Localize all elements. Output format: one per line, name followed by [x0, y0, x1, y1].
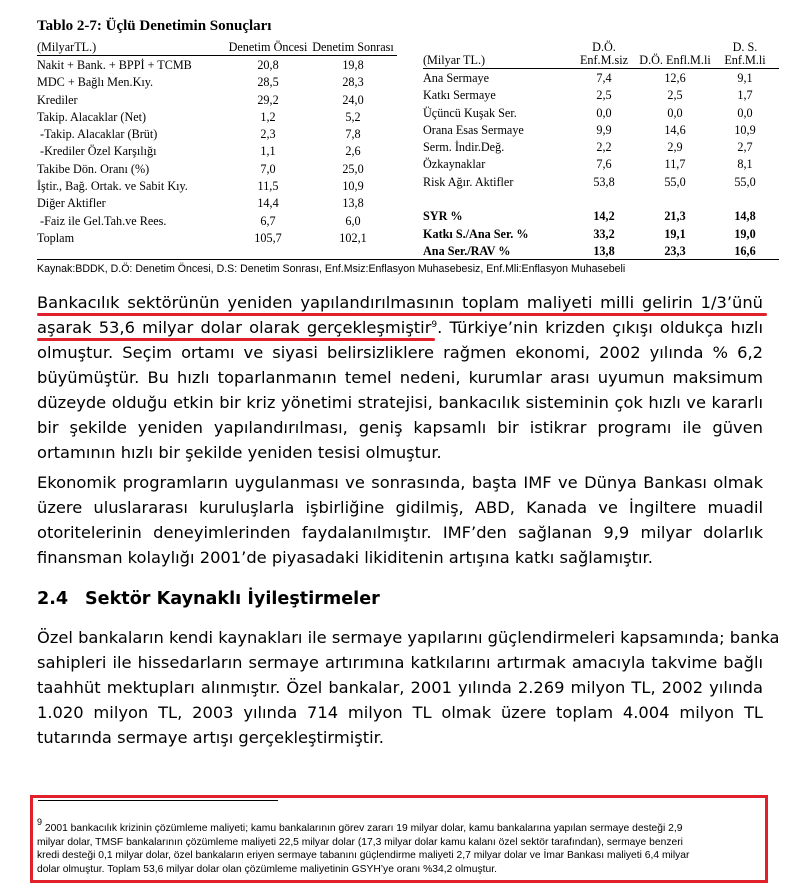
value-before-no-inflation: 53,8: [593, 174, 615, 189]
row-label: -Takip. Alacaklar (Brüt): [37, 127, 158, 142]
value-after: 13,8: [342, 196, 364, 211]
red-underline-1: [37, 313, 767, 316]
value-before: 6,7: [260, 213, 276, 228]
value-before-no-inflation: 13,8: [593, 243, 615, 258]
value-before-inflation: 2,9: [667, 140, 683, 155]
value-before: 1,1: [260, 144, 276, 159]
value-before-inflation: 21,3: [664, 209, 686, 224]
table-row: [423, 87, 779, 104]
row-label: Üçüncü Kuşak Ser.: [423, 105, 517, 120]
table-row: [423, 208, 779, 225]
value-after-inflation: 10,9: [734, 122, 756, 137]
column-header-unit: (MilyarTL.): [37, 41, 227, 56]
row-label: Takip. Alacaklar (Net): [37, 109, 147, 124]
table-source-caption: Kaynak:BDDK, D.Ö: Denetim Öncesi, D.S: Denetim Sonrası, Enf.Msiz:Enflasyon Muhasebesiz, Enf.Mli:Enflasyon Muhasebeli: [37, 263, 626, 275]
value-before-inflation: 55,0: [664, 174, 686, 189]
row-label: Orana Esas Sermaye: [423, 122, 524, 137]
paragraph-line: Ekonomik programların uygulanması ve sonrasında, başta IMF ve Dünya Bankası olmak: [37, 473, 763, 492]
table-header-row: [37, 41, 397, 56]
footnote-line: milyar dolar, TMSF bankalarının çözümleme maliyeti 22,5 milyar dolar (17,3 milyar dolar kamu kalanı özel sektör tarafından), sermaye benzeri: [37, 836, 683, 848]
paragraph-line: olmuştur. Seçim ortamı ve siyasi belirsizliklere rağmen ekonomi, 2002 yılında % 6,2: [37, 343, 763, 362]
value-after-inflation: 14,8: [734, 209, 756, 224]
value-before-inflation: [639, 191, 711, 208]
footnote-separator: [38, 800, 278, 801]
table-row: [423, 243, 779, 260]
footnote-text: 2001 bankacılık krizinin çözümleme maliyeti; kamu bankalarının görev zararı 19 milyar dolar, kamu bankalarına yapılan sermaye desteği 2,9: [44, 823, 683, 834]
footnote-line: [37, 817, 765, 836]
row-label: SYR %: [423, 209, 463, 224]
table-row: [423, 122, 779, 139]
row-label: -Faiz ile Gel.Tah.ve Rees.: [37, 213, 167, 228]
table-row: [423, 191, 779, 208]
table-bottom-rule: [37, 259, 779, 260]
value-before-inflation: 2,5: [667, 88, 683, 103]
footnote-line: dolar olmuştur. Toplam 53,6 milyar dolar olan çözümleme maliyetinin GSYH’ye oranı %34,2 olmuştur.: [37, 863, 497, 875]
value-before: 28,5: [257, 75, 279, 90]
audit-results-assets-table: [37, 41, 397, 247]
paragraph-line: sahipleri ile hissedarların sermaye artırımına katkılarını artırmak amacıyla takvime bağlı: [37, 653, 763, 672]
table-row: [37, 195, 397, 212]
row-label: Risk Ağır. Aktifler: [423, 174, 514, 189]
row-label: Serm. İndir.Değ.: [423, 140, 505, 155]
section-number: 2.4: [37, 589, 69, 609]
table-header-row: [423, 41, 779, 69]
value-after: 25,0: [342, 161, 364, 176]
table-row: [423, 69, 779, 88]
paragraph-line: büyümüştür. Bu hızlı toparlanmanın temel nedeni, kurumlar arası uyumun maksimum: [37, 368, 763, 387]
value-after: 19,8: [342, 58, 364, 72]
value-before: 105,7: [254, 230, 282, 245]
value-before-no-inflation: [569, 191, 639, 208]
value-after: 24,0: [342, 92, 364, 107]
row-label: Özkaynaklar: [423, 157, 486, 172]
paragraph-restructuring-cost: [37, 290, 763, 465]
table-row: [423, 174, 779, 191]
paragraph-line: Bankacılık sektörünün yeniden yapılandırılmasının toplam maliyeti milli gelirin 1/3’ünü: [37, 293, 763, 312]
value-before-no-inflation: 7,6: [596, 157, 612, 172]
value-after: 6,0: [345, 213, 361, 228]
row-label: Diğer Aktifler: [37, 196, 106, 211]
table-row: [37, 230, 397, 247]
red-underline-2: [37, 338, 435, 341]
audit-results-capital-table: [423, 41, 779, 260]
value-after: 28,3: [342, 75, 364, 90]
table-row: [37, 126, 397, 143]
column-header-unit: (Milyar TL.): [423, 41, 569, 69]
value-after-inflation: 8,1: [737, 157, 753, 172]
paragraph-line: tutarında sermaye artışı gerçekleştirmiştir.: [37, 728, 384, 747]
value-before-inflation: 23,3: [664, 243, 686, 258]
value-after-inflation: 9,1: [737, 71, 753, 85]
value-after-inflation: 19,0: [734, 226, 756, 241]
column-header-after-audit: Denetim Sonrası: [309, 41, 397, 56]
value-after-inflation: 1,7: [737, 88, 753, 103]
row-label: [423, 191, 569, 208]
value-before-no-inflation: 2,5: [596, 88, 612, 103]
table-row: [37, 92, 397, 109]
value-before: 14,4: [257, 196, 279, 211]
footnote-ref[interactable]: 9: [431, 320, 438, 330]
paragraph-line: Özel bankaların kendi kaynakları ile sermaye yapılarını güçlendirmeleri kapsamında; banka: [37, 628, 780, 647]
paragraph-private-banks: [37, 625, 780, 750]
value-after-inflation: 16,6: [734, 243, 756, 258]
value-before-no-inflation: 2,2: [596, 140, 612, 155]
table-row: [37, 161, 397, 178]
paragraph-line: bir şekilde yeniden yapılandırılması, geniş kapsamlı bir istikrar programı ile güven: [37, 418, 763, 437]
row-label: Katkı Sermaye: [423, 88, 496, 103]
footnote: [37, 817, 765, 876]
table-row: [37, 109, 397, 126]
row-label: İştir., Bağ. Ortak. ve Sabit Kıy.: [37, 179, 188, 194]
value-before-inflation: 0,0: [667, 105, 683, 120]
value-after-inflation: [711, 191, 779, 208]
row-label: Toplam: [37, 230, 75, 245]
value-after-inflation: 0,0: [737, 105, 753, 120]
row-label: Ana Sermaye: [423, 71, 489, 85]
value-before: 7,0: [260, 161, 276, 176]
paragraph-line: üzere uluslararası kuruluşlarla işbirliğine gidilmiş, ABD, Kanada ve İngiltere muadil: [37, 498, 763, 517]
value-after: 7,8: [345, 127, 361, 142]
section-heading: [37, 589, 380, 609]
column-header-after-inflation: D. S. Enf.M.li: [711, 41, 779, 69]
table-row: [423, 226, 779, 243]
value-before-no-inflation: 33,2: [593, 226, 615, 241]
value-after-inflation: 55,0: [734, 174, 756, 189]
row-label: Takibe Dön. Oranı (%): [37, 161, 150, 176]
row-label: Nakit + Bank. + BPPİ + TCMB: [37, 58, 192, 72]
table-row: [37, 213, 397, 230]
table-title: Tablo 2-7: Üçlü Denetimin Sonuçları: [37, 18, 272, 34]
value-before: 20,8: [257, 58, 279, 72]
value-after: 5,2: [345, 109, 361, 124]
table-row: [423, 139, 779, 156]
paragraph-line: ortamının hızlı bir şekilde yeniden tesisi olmuştur.: [37, 443, 442, 462]
table-row: [37, 74, 397, 91]
paragraph-line: [37, 315, 763, 340]
row-label: Ana Ser./RAV %: [423, 243, 511, 258]
table-row: [423, 105, 779, 122]
value-before-no-inflation: 14,2: [593, 209, 615, 224]
value-after-inflation: 2,7: [737, 140, 753, 155]
value-before-no-inflation: 0,0: [596, 105, 612, 120]
footnote-number: 9: [37, 817, 43, 827]
paragraph-line: düzeyde olduğu etkin bir kriz yönetimi stratejisi, bankacılık sisteminin çok hızlı ve kararlı: [37, 393, 763, 412]
value-before: 2,3: [260, 127, 276, 142]
value-after: 10,9: [342, 179, 364, 194]
column-header-before-inflation: D.Ö. Enfl.M.li: [639, 41, 711, 69]
value-before-inflation: 14,6: [664, 122, 686, 137]
row-label: Krediler: [37, 92, 78, 107]
value-before-no-inflation: 9,9: [596, 122, 612, 137]
value-before-no-inflation: 7,4: [596, 71, 612, 85]
footnote-line: kredi desteği 0,1 milyar dolar, özel bankaların eriyen sermaye tabanını güçlendirme maliyeti 2,7 milyar dolar ve İmar Bankası maliyeti 6,4 milyar: [37, 850, 690, 861]
paragraph-text: . Türkiye’nin krizden çıkışı oldukça hızlı: [437, 318, 763, 337]
column-header-before-no-inflation: D.Ö. Enf.M.siz: [569, 41, 639, 69]
paragraph-international-support: [37, 470, 763, 570]
paragraph-line: otoritelerinin deneyimlerinden faydalanılmıştır. IMF’den sağlanan 9,9 milyar dolarlık: [37, 523, 763, 542]
paragraph-line: 1.020 milyon TL, 2003 yılında 714 milyon TL olmak üzere toplam 4.004 milyon TL: [37, 703, 763, 722]
column-header-before-audit: Denetim Öncesi: [228, 40, 308, 54]
paragraph-line: finansman kolaylığı 2001’de piyasadaki likiditenin artışına katkı sağlamıştır.: [37, 548, 653, 567]
row-label: MDC + Bağlı Men.Kıy.: [37, 75, 154, 90]
value-before: 29,2: [257, 92, 279, 107]
value-before-inflation: 12,6: [664, 71, 686, 85]
value-before-inflation: 19,1: [664, 226, 686, 241]
row-label: Katkı S./Ana Ser. %: [423, 226, 529, 241]
value-before: 1,2: [260, 109, 276, 124]
value-after: 102,1: [339, 230, 367, 245]
table-row: [423, 156, 779, 173]
table-row: [37, 143, 397, 160]
table-row: [37, 178, 397, 195]
value-after: 2,6: [345, 144, 361, 159]
value-before: 11,5: [257, 179, 279, 194]
underlined-text: aşarak 53,6 milyar dolar olarak gerçekleşmiştir: [37, 318, 432, 337]
paragraph-line: taahhüt mektupları alınmıştır. Özel bankalar, 2001 yılında 2.269 milyon TL, 2002 yılında: [37, 678, 763, 697]
row-label: -Krediler Özel Karşılığı: [37, 144, 157, 159]
table-row: [37, 56, 397, 75]
value-before-inflation: 11,7: [664, 157, 686, 172]
section-title: Sektör Kaynaklı İyileştirmeler: [85, 589, 380, 609]
